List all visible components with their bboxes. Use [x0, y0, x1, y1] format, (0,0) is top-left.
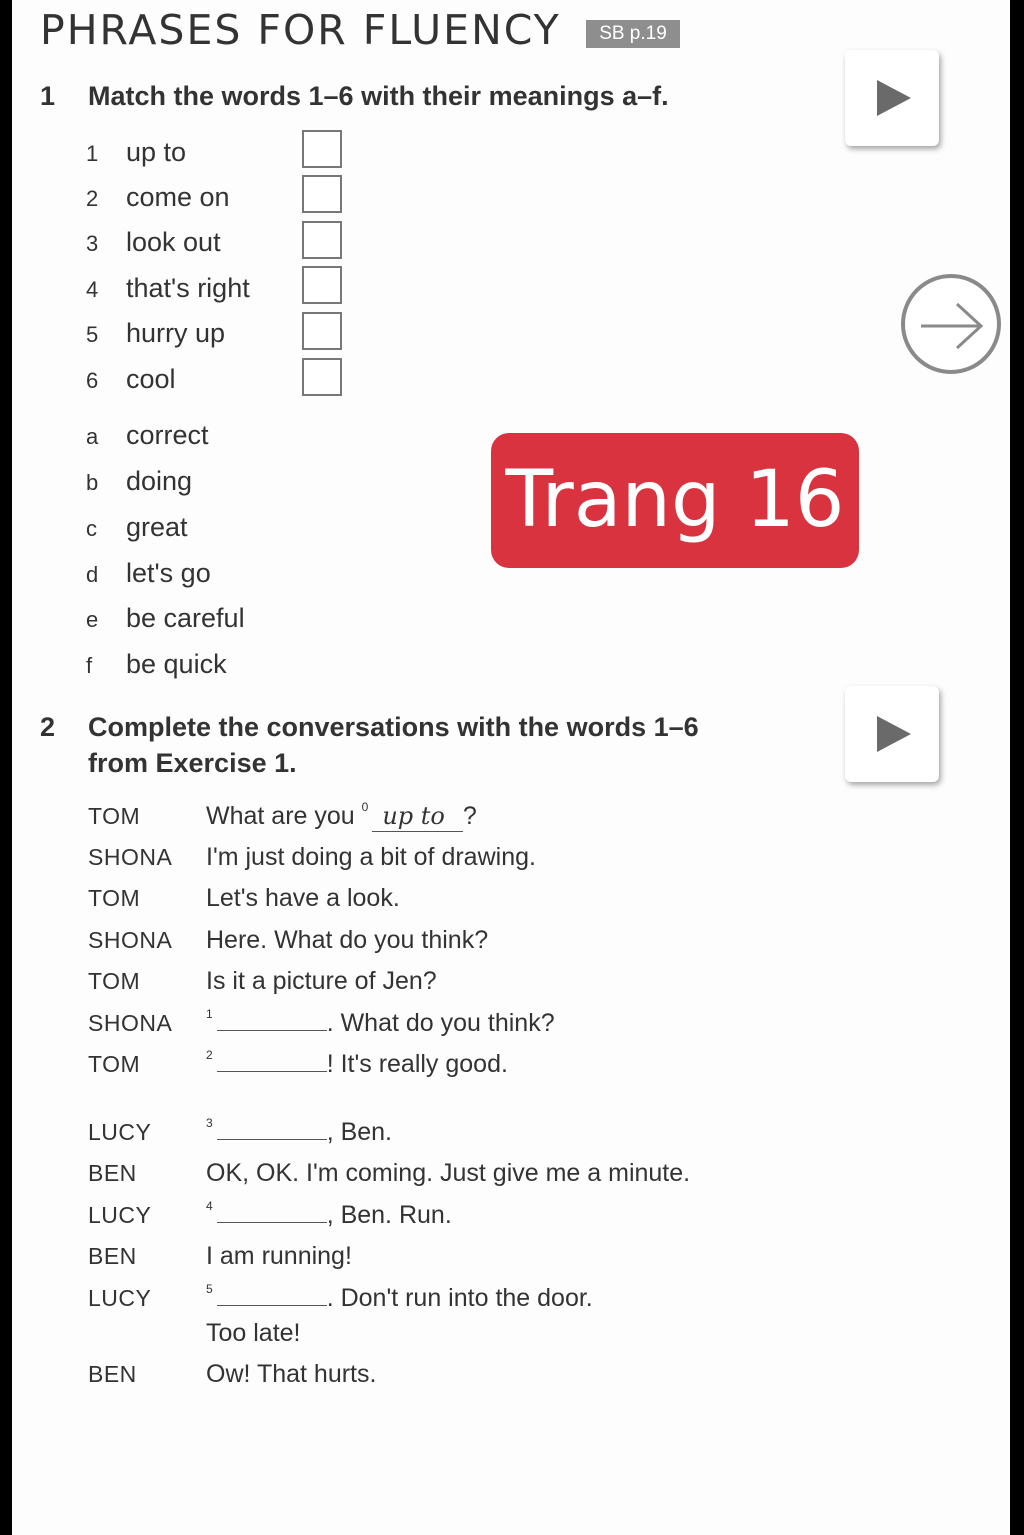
- word-item: 6 cool: [86, 364, 176, 394]
- dialogue-line: BEN Ow! That hurts.: [88, 1354, 376, 1394]
- meaning-item: d let's go: [86, 558, 211, 588]
- speaker: LUCY: [88, 1202, 152, 1228]
- dialogue-line: TOM Is it a picture of Jen?: [88, 961, 437, 1001]
- speaker: TOM: [88, 968, 141, 994]
- dialogue-continuation: Too late!: [206, 1319, 301, 1347]
- dialogue-line: LUCY $^5$ . Don't run into the door.: [88, 1278, 593, 1318]
- meaning-item: a correct: [86, 420, 209, 450]
- meaning-item: b doing: [86, 466, 193, 496]
- play-audio-button[interactable]: [845, 50, 939, 146]
- dialogue-line: SHONA $^1$ . What do you think?: [88, 1003, 555, 1043]
- answer-box-1[interactable]: [302, 130, 342, 168]
- word-item: 1 up to: [86, 137, 187, 167]
- exercise-instruction: Complete the conversations with the words 1–6: [88, 712, 699, 742]
- speaker: SHONA: [88, 927, 173, 953]
- dialogue-line: LUCY $^3$ , Ben.: [88, 1112, 392, 1152]
- speaker: BEN: [88, 1160, 137, 1186]
- speaker: LUCY: [88, 1119, 152, 1145]
- dialogue-line: BEN OK, OK. I'm coming. Just give me a minute.: [88, 1153, 690, 1193]
- meaning-item: c great: [86, 512, 188, 542]
- play-audio-button-2[interactable]: [845, 686, 939, 782]
- dialogue-line: TOM Let's have a look.: [88, 878, 400, 918]
- dialogue-line: SHONA Here. What do you think?: [88, 920, 488, 960]
- arrow-right-icon: [899, 272, 1003, 376]
- exercise-number: 1: [40, 81, 56, 111]
- answer-blank-2[interactable]: [217, 1045, 327, 1072]
- dialogue-line: SHONA I'm just doing a bit of drawing.: [88, 837, 536, 877]
- answer-box-4[interactable]: [302, 266, 342, 304]
- exercise-instruction-cont: from Exercise 1.: [88, 748, 297, 778]
- word-item: 3 look out: [86, 227, 221, 257]
- student-book-badge: SB p.19: [586, 20, 680, 48]
- answer-box-6[interactable]: [302, 358, 342, 396]
- exercise-number: 2: [40, 712, 56, 742]
- speaker: LUCY: [88, 1285, 152, 1311]
- dialogue-line: TOM What are you $^0$ up to ?: [88, 796, 477, 836]
- meaning-item: f be quick: [86, 649, 227, 679]
- answer-blank-3[interactable]: [217, 1113, 327, 1140]
- speaker: TOM: [88, 1051, 141, 1077]
- answer-blank-1[interactable]: [217, 1004, 327, 1031]
- exercise-2-heading: [40, 709, 699, 781]
- word-item: 4 that's right: [86, 273, 250, 303]
- play-icon: [873, 714, 913, 754]
- dialogue-line: LUCY $^4$ , Ben. Run.: [88, 1195, 452, 1235]
- word-item: 2 come on: [86, 182, 230, 212]
- exercise-1-heading: [40, 78, 669, 114]
- dialogue-line: TOM $^2$ ! It's really good.: [88, 1044, 508, 1084]
- speaker: SHONA: [88, 1010, 173, 1036]
- answer-box-3[interactable]: [302, 221, 342, 259]
- answer-blank-0[interactable]: up to: [372, 801, 463, 832]
- meaning-item: e be careful: [86, 603, 245, 633]
- play-icon: [873, 78, 913, 118]
- page-title: PHRASES FOR FLUENCY: [40, 6, 561, 54]
- speaker: TOM: [88, 885, 141, 911]
- speaker: BEN: [88, 1361, 137, 1387]
- answer-box-2[interactable]: [302, 175, 342, 213]
- answer-box-5[interactable]: [302, 312, 342, 350]
- exercise-instruction: Match the words 1–6 with their meanings a–f.: [88, 81, 669, 111]
- speaker: SHONA: [88, 844, 173, 870]
- next-arrow-button[interactable]: [899, 272, 1003, 376]
- speaker: TOM: [88, 803, 141, 829]
- speaker: BEN: [88, 1243, 137, 1269]
- word-item: 5 hurry up: [86, 318, 226, 348]
- page-number-banner: Trang 16: [491, 433, 859, 568]
- dialogue-line: BEN I am running!: [88, 1236, 352, 1276]
- answer-blank-4[interactable]: [217, 1196, 327, 1223]
- worksheet-page: [12, 0, 1010, 1535]
- answer-blank-5[interactable]: [217, 1279, 327, 1306]
